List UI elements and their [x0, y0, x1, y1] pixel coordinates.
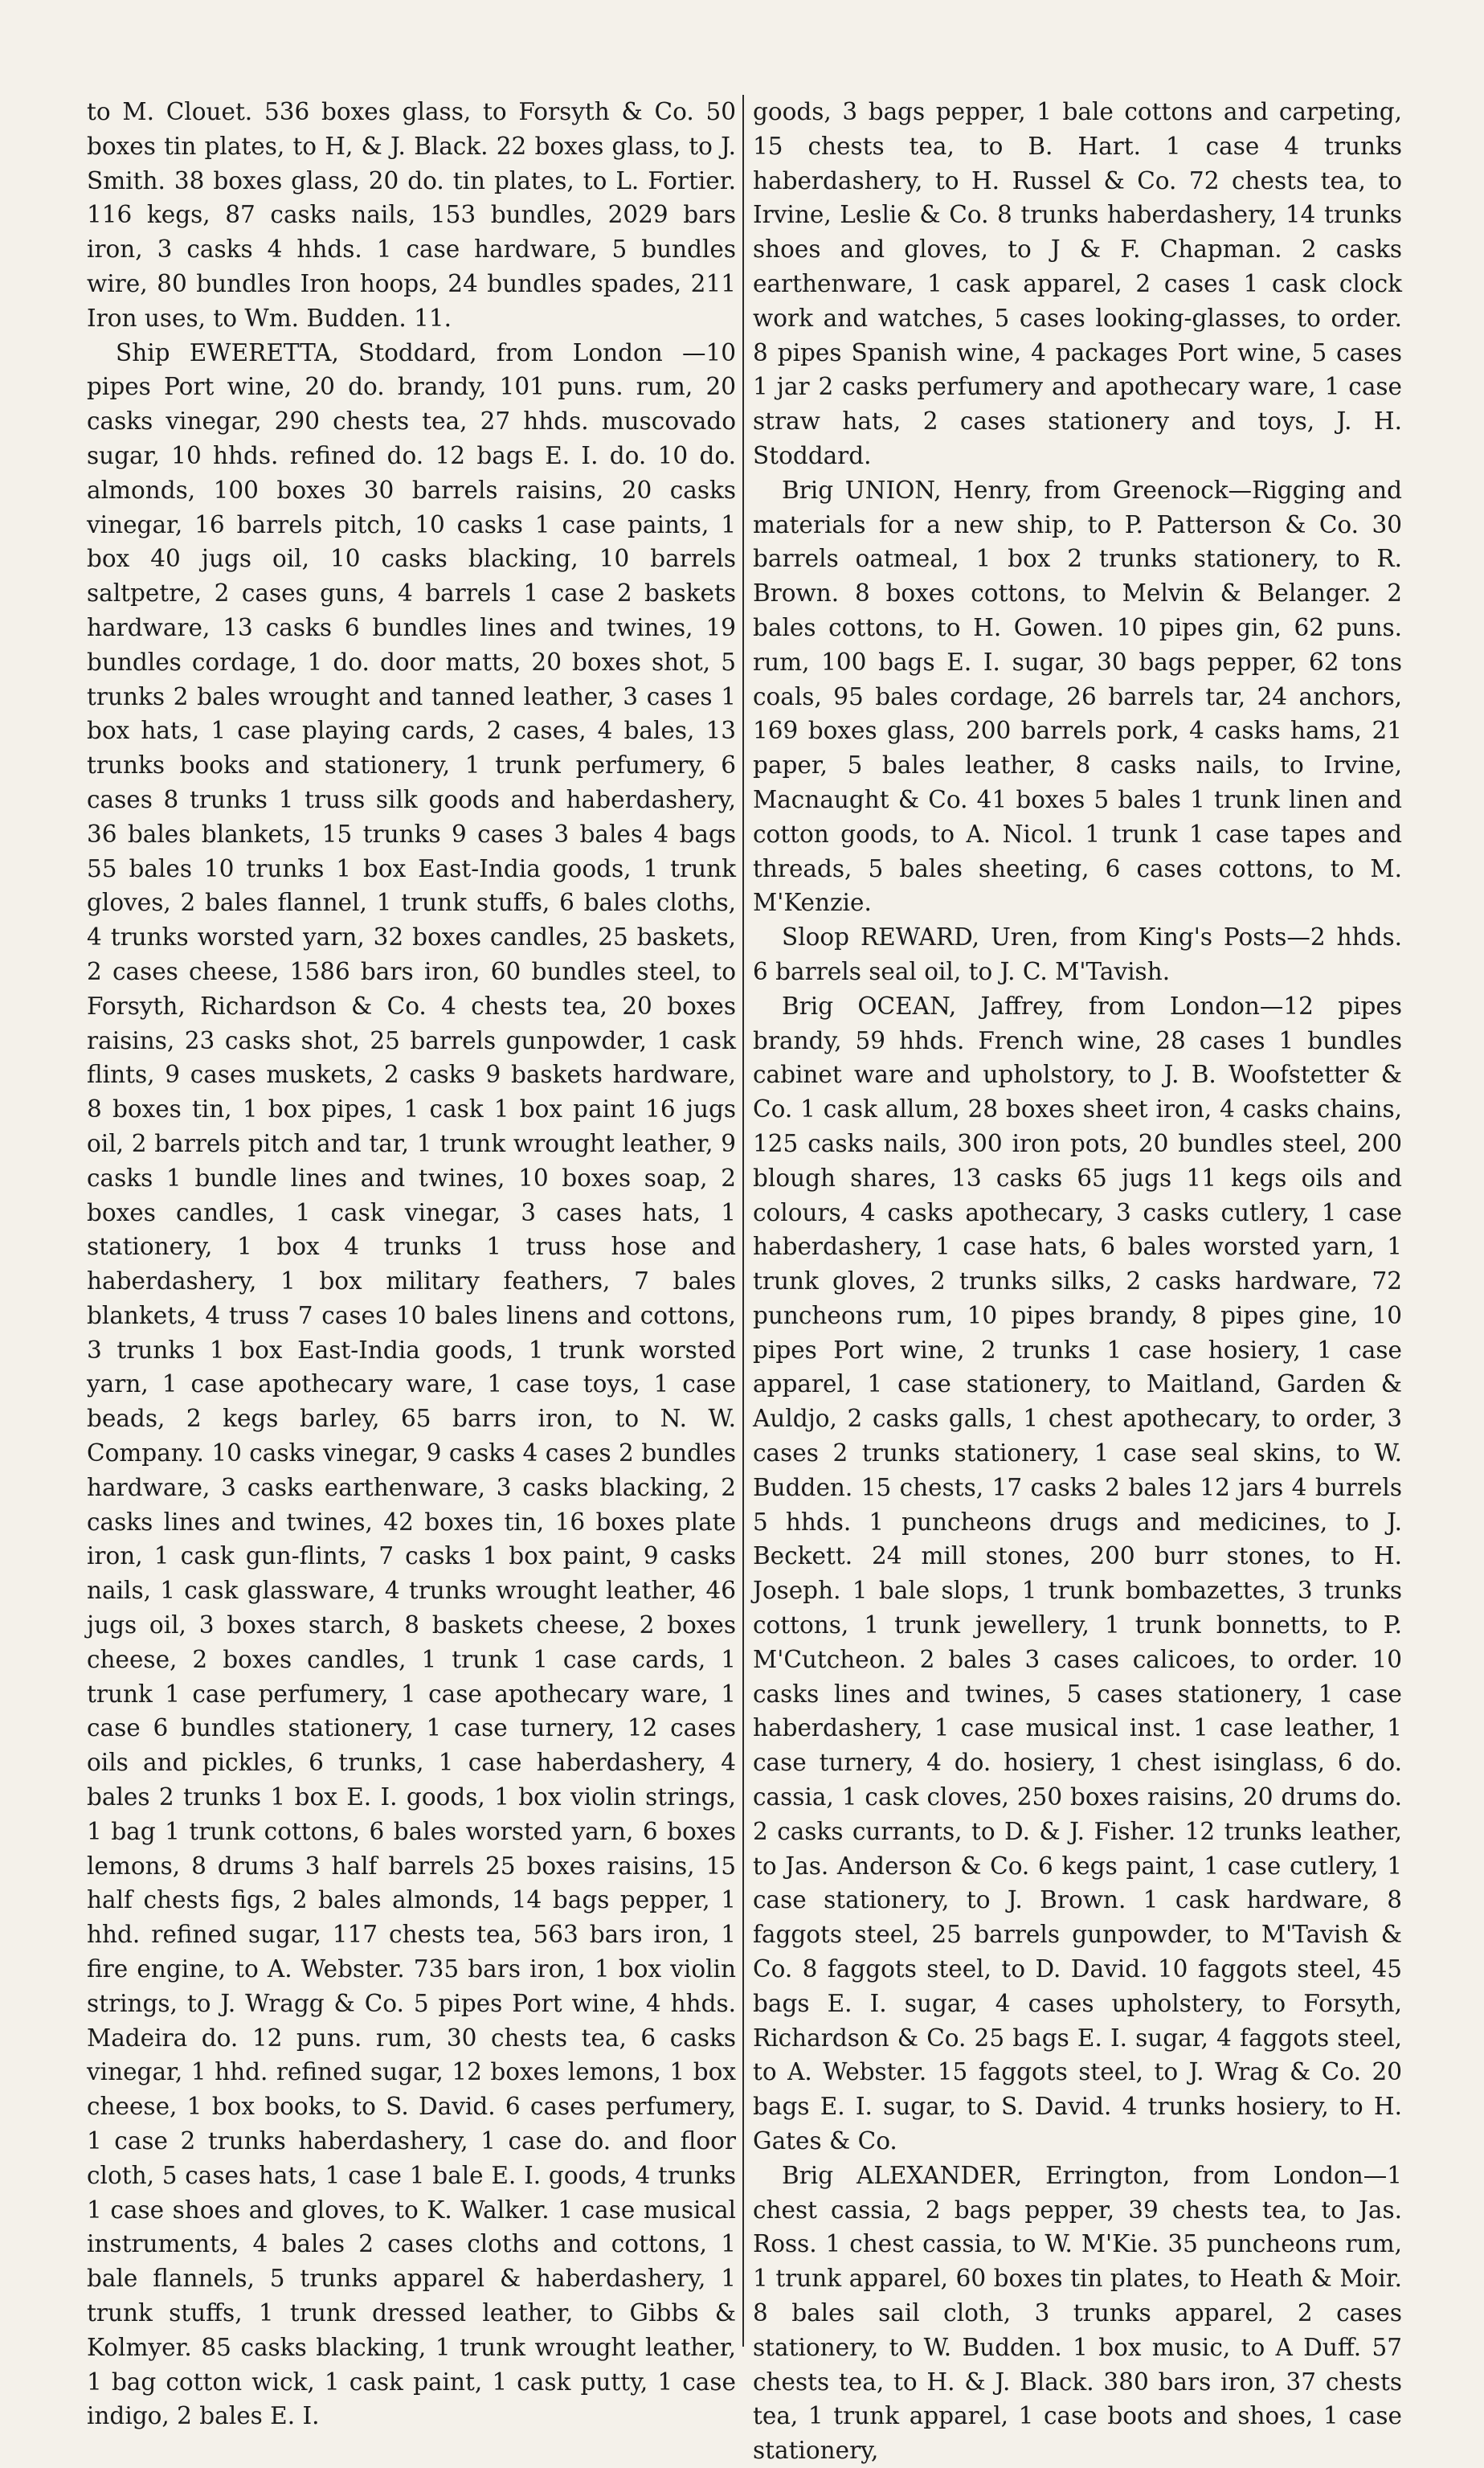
paragraph-clouet: to M. Clouet. 536 boxes glass, to Forsyth & Co. 50 boxes tin plates, to H, & J. Black. 22 boxes glass, to J. Smith. 38 boxes glass, 20 do. tin plates, to L. Fortier. 116 kegs, 87 casks nails, 153 bundles, 2029 bars iron, 3 casks 4 hhds. 1 case hardware, 5 bundles wire, 80 bundles Iron hoops, 24 bundles spades, 211 Iron uses, to Wm. Budden. 11.: [87, 98, 736, 332]
paragraph-goods-continued: goods, 3 bags pepper, 1 bale cottons and carpeting, 15 chests tea, to B. Hart. 1 case 4 trunks haberdashery, to H. Russel & Co. 72 chests tea, to Irvine, Leslie & Co. 8 trunks haberdashery, 14 trunks shoes and gloves, to J & F. Chapman. 2 casks earthenware, 1 cask apparel, 2 cases 1 cask clock work and watches, 5 cases looking-glasses, to order. 8 pipes Spanish wine, 4 packages Port wine, 5 cases 1 jar 2 casks perfumery and apothecary ware, 1 case straw hats, 2 cases stationery and toys, J. H. Stoddard.: [753, 98, 1402, 469]
paragraph-brig-alexander: Brig ALEXANDER, Errington, from London—1 chest cassia, 2 bags pepper, 39 chests tea, to Jas. Ross. 1 chest cassia, to W. M'Kie. 35 puncheons rum, 1 trunk apparel, 60 boxes tin plates, to Heath & Moir. 8 bales sail cloth, 3 trunks apparel, 2 cases stationery, to W. Budden. 1 box music, to A Duff. 57 chests tea, to H. & J. Black. 380 bars iron, 37 chests tea, 1 trunk apparel, 1 case boots and shoes, 1 case stationery,: [753, 2161, 1402, 2465]
left-column: [87, 95, 736, 2433]
column-divider: [742, 95, 744, 2347]
paragraph-brig-ocean: Brig OCEAN, Jaffrey, from London—12 pipes brandy, 59 hhds. French wine, 28 cases 1 bundles cabinet ware and upholstory, to J. B. Woofstetter & Co. 1 cask allum, 28 boxes sheet iron, 4 casks chains, 125 casks nails, 300 iron pots, 20 bundles steel, 200 blough shares, 13 casks 65 jugs 11 kegs oils and colours, 4 casks apothecary, 3 casks cutlery, 1 case haberdashery, 1 case hats, 6 bales worsted yarn, 1 trunk gloves, 2 trunks silks, 2 casks hardware, 72 puncheons rum, 10 pipes brandy, 8 pipes gine, 10 pipes Port wine, 2 trunks 1 case hosiery, 1 case apparel, 1 case stationery, to Maitland, Garden & Auldjo, 2 casks galls, 1 chest apothecary, to order, 3 cases 2 trunks stationery, 1 case seal skins, to W. Budden. 15 chests, 17 casks 2 bales 12 jars 4 burrels 5 hhds. 1 puncheons drugs and medicines, to J. Beckett. 24 mill stones, 200 burr stones, to H. Joseph. 1 bale slops, 1 trunk bombazettes, 3 trunks cottons, 1 trunk jewellery, 1 trunk bonnetts, to P. M'Cutcheon. 2 bales 3 cases calicoes, to order. 10 casks lines and twines, 5 cases stationery, 1 case haberdashery, 1 case musical inst. 1 case leather, 1 case turnery, 4 do. hosiery, 1 chest isinglass, 6 do. cassia, 1 cask cloves, 250 boxes raisins, 20 drums do. 2 casks currants, to D. & J. Fisher. 12 trunks leather, to Jas. Anderson & Co. 6 kegs paint, 1 case cutlery, 1 case stationery, to J. Brown. 1 cask hardware, 8 faggots steel, 25 barrels gunpowder, to M'Tavish & Co. 8 faggots steel, to D. David. 10 faggots steel, 45 bags E. I. sugar, 4 cases upholstery, to Forsyth, Richardson & Co. 25 bags E. I. sugar, 4 faggots steel, to A. Webster. 15 faggots steel, to J. Wrag & Co. 20 bags E. I. sugar, to S. David. 4 trunks hosiery, to H. Gates & Co.: [753, 992, 1402, 2155]
paragraph-ship-ewerett: Ship EWERETTA, Stoddard, from London —10 pipes Port wine, 20 do. brandy, 101 puns. rum, 20 casks vinegar, 290 chests tea, 27 hhds. muscovado sugar, 10 hhds. refined do. 12 bags E. I. do. 10 do. almonds, 100 boxes 30 barrels raisins, 20 casks vinegar, 16 barrels pitch, 10 casks 1 case paints, 1 box 40 jugs oil, 10 casks blacking, 10 barrels saltpetre, 2 cases guns, 4 barrels 1 case 2 baskets hardware, 13 casks 6 bundles lines and twines, 19 bundles cordage, 1 do. door matts, 20 boxes shot, 5 trunks 2 bales wrought and tanned leather, 3 cases 1 box hats, 1 case playing cards, 2 cases, 4 bales, 13 trunks books and stationery, 1 trunk perfumery, 6 cases 8 trunks 1 truss silk goods and haberdashery, 36 bales blankets, 15 trunks 9 cases 3 bales 4 bags 55 bales 10 trunks 1 box East-India goods, 1 trunk gloves, 2 bales flannel, 1 trunk stuffs, 6 bales cloths, 4 trunks worsted yarn, 32 boxes candles, 25 baskets, 2 cases cheese, 1586 bars iron, 60 bundles steel, to Forsyth, Richardson & Co. 4 chests tea, 20 boxes raisins, 23 casks shot, 25 barrels gunpowder, 1 cask flints, 9 cases muskets, 2 casks 9 baskets hardware, 8 boxes tin, 1 box pipes, 1 cask 1 box paint 16 jugs oil, 2 barrels pitch and tar, 1 trunk wrought leather, 9 casks 1 bundle lines and twines, 10 boxes soap, 2 boxes candles, 1 cask vinegar, 3 cases hats, 1 stationery, 1 box 4 trunks 1 truss hose and haberdashery, 1 box military feathers, 7 bales blankets, 4 truss 7 cases 10 bales linens and cottons, 3 trunks 1 box East-India goods, 1 trunk worsted yarn, 1 case apothecary ware, 1 case toys, 1 case beads, 2 kegs barley, 65 barrs iron, to N. W. Company. 10 casks vinegar, 9 casks 4 cases 2 bundles hardware, 3 casks earthenware, 3 casks blacking, 2 casks lines and twines, 42 boxes tin, 16 boxes plate iron, 1 cask gun-flints, 7 casks 1 box paint, 9 casks nails, 1 cask glassware, 4 trunks wrought leather, 46 jugs oil, 3 boxes starch, 8 baskets cheese, 2 boxes cheese, 2 boxes candles, 1 trunk 1 case cards, 1 trunk 1 case perfumery, 1 case apothecary ware, 1 case 6 bundles stationery, 1 case turnery, 12 cases oils and pickles, 6 trunks, 1 case haberdashery, 4 bales 2 trunks 1 box E. I. goods, 1 box violin strings, 1 bag 1 trunk cottons, 6 bales worsted yarn, 6 boxes lemons, 8 drums 3 half barrels 25 boxes raisins, 15 half chests figs, 2 bales almonds, 14 bags pepper, 1 hhd. refined sugar, 117 chests tea, 563 bars iron, 1 fire engine, to A. Webster. 735 bars iron, 1 box violin strings, to J. Wragg & Co. 5 pipes Port wine, 4 hhds. Madeira do. 12 puns. rum, 30 chests tea, 6 casks vinegar, 1 hhd. refined sugar, 12 boxes lemons, 1 box cheese, 1 box books, to S. David. 6 cases perfumery, 1 case 2 trunks haberdashery, 1 case do. and floor cloth, 5 cases hats, 1 case 1 bale E. I. goods, 4 trunks 1 case shoes and gloves, to K. Walker. 1 case musical instruments, 4 bales 2 cases cloths and cottons, 1 bale flannels, 5 trunks apparel & haberdashery, 1 trunk stuffs, 1 trunk dressed leather, to Gibbs & Kolmyer. 85 casks blacking, 1 trunk wrought leather, 1 bag cotton wick, 1 cask paint, 1 cask putty, 1 case indigo, 2 bales E. I.: [87, 338, 736, 2430]
paragraph-brig-union: Brig UNION, Henry, from Greenock—Rigging and materials for a new ship, to P. Patterson & Co. 30 barrels oatmeal, 1 box 2 trunks stationery, to R. Brown. 8 boxes cottons, to Melvin & Belanger. 2 bales cottons, to H. Gowen. 10 pipes gin, 62 puns. rum, 100 bags E. I. sugar, 30 bags pepper, 62 tons coals, 95 bales cordage, 26 barrels tar, 24 anchors, 169 boxes glass, 200 barrels pork, 4 casks hams, 21 paper, 5 bales leather, 8 casks nails, to Irvine, Macnaught & Co. 41 boxes 5 bales 1 trunk linen and cotton goods, to A. Nicol. 1 trunk 1 case tapes and threads, 5 bales sheeting, 6 cases cottons, to M. M'Kenzie.: [753, 476, 1402, 917]
paragraph-sloop-reward: Sloop REWARD, Uren, from King's Posts—2 hhds. 6 barrels seal oil, to J. C. M'Tavish.: [753, 923, 1402, 985]
right-column: [753, 95, 1402, 2468]
